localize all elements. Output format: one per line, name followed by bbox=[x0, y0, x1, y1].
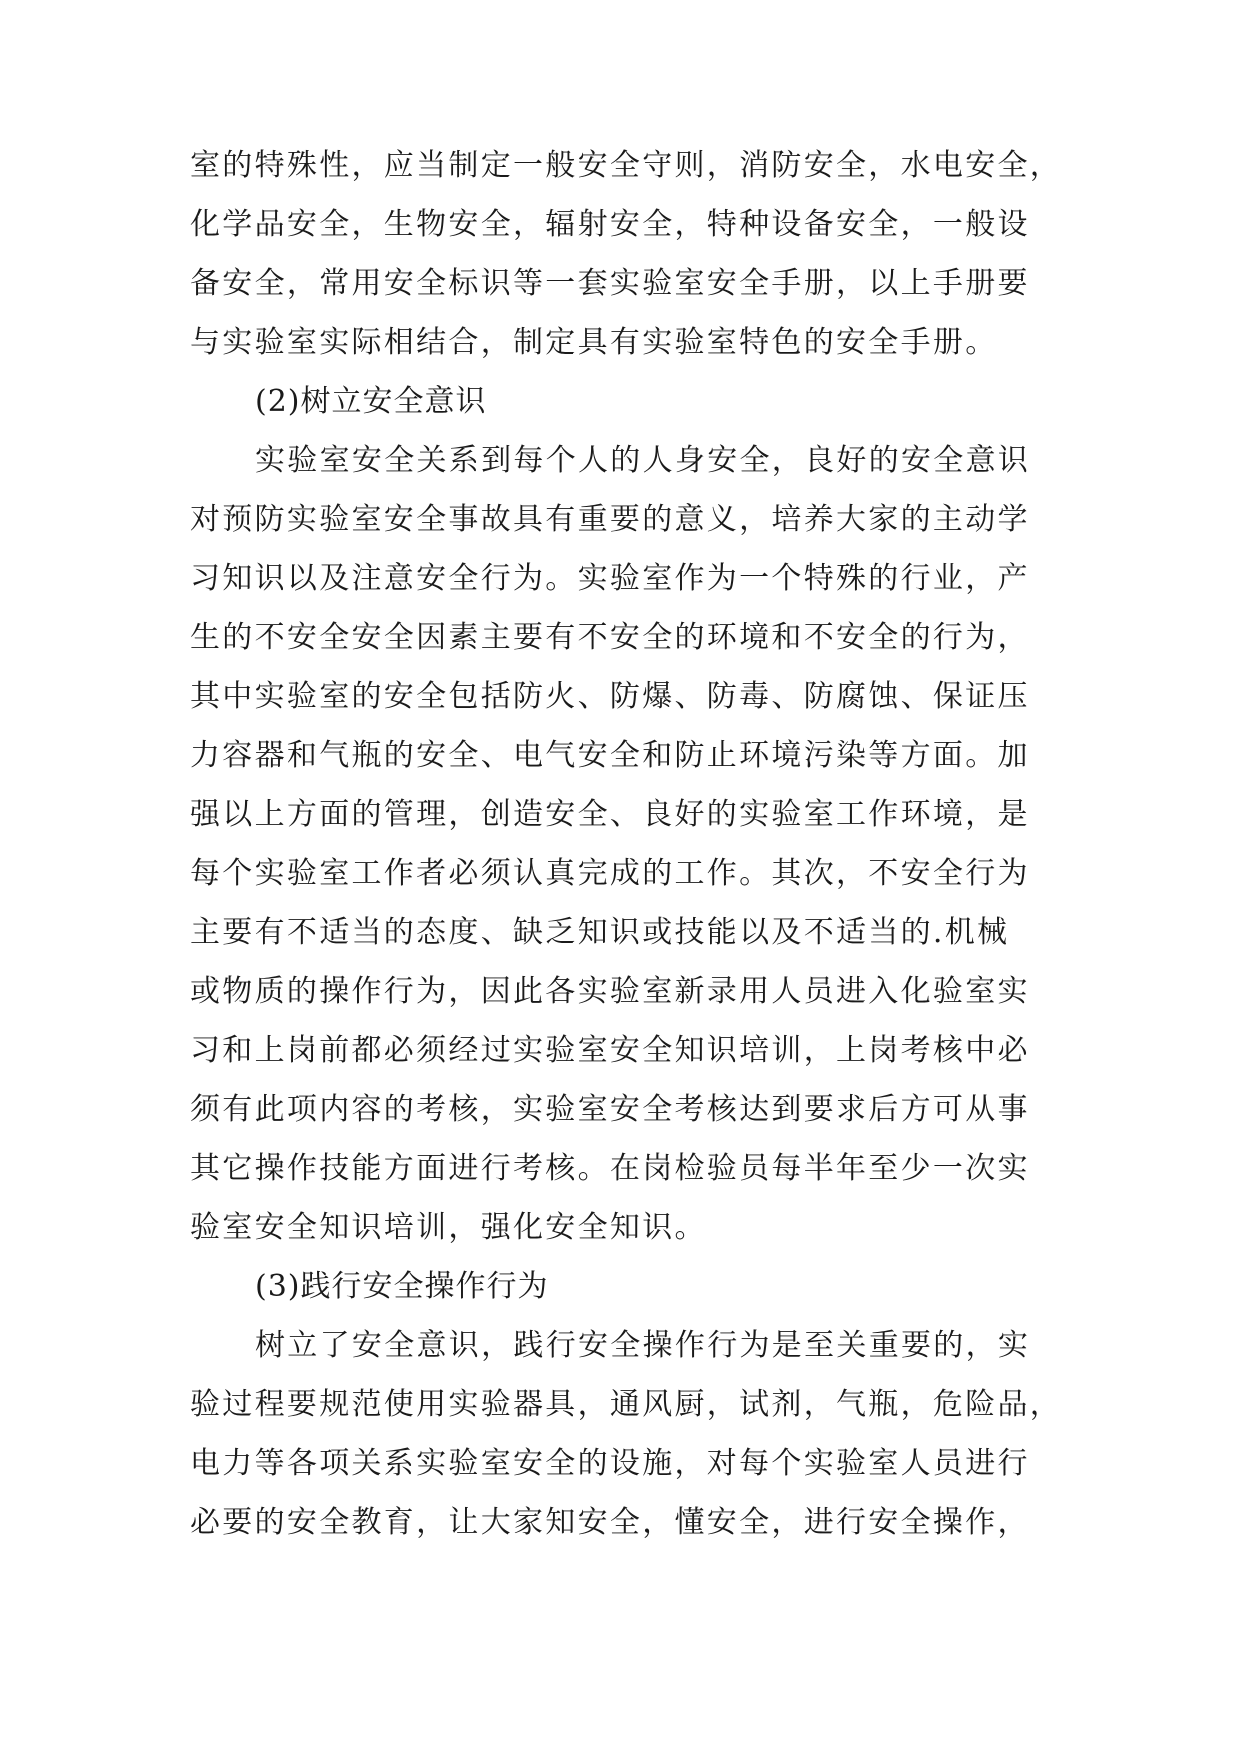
text-line: 其它操作技能方面进行考核。在岗检验员每半年至少一次实 bbox=[190, 1151, 1030, 1186]
text-line: 必要的安全教育，让大家知安全，懂安全，进行安全操作， bbox=[190, 1505, 1030, 1540]
paragraph-first-line: 树立了安全意识，践行安全操作行为是至关重要的，实 bbox=[255, 1328, 1031, 1363]
text-line: 备安全，常用安全标识等一套实验室安全手册，以上手册要 bbox=[190, 266, 1030, 301]
text-line: 其中实验室的安全包括防火、防爆、防毒、防腐蚀、保证压 bbox=[190, 679, 1030, 714]
text-line: 电力等各项关系实验室安全的设施，对每个实验室人员进行 bbox=[190, 1446, 1030, 1481]
text-line: 对预防实验室安全事故具有重要的意义，培养大家的主动学 bbox=[190, 502, 1030, 537]
text-line: 习和上岗前都必须经过实验室安全知识培训，上岗考核中必 bbox=[190, 1033, 1030, 1068]
text-line: 室的特殊性，应当制定一般安全守则，消防安全，水电安全， bbox=[190, 148, 1063, 183]
text-line: 验室安全知识培训，强化安全知识。 bbox=[190, 1210, 707, 1245]
text-line: 或物质的操作行为，因此各实验室新录用人员进入化验室实 bbox=[190, 974, 1030, 1009]
text-line: 力容器和气瓶的安全、电气安全和防止环境污染等方面。加 bbox=[190, 738, 1030, 773]
paragraph-first-line: 实验室安全关系到每个人的人身安全，良好的安全意识 bbox=[255, 443, 1031, 478]
text-line: 化学品安全，生物安全，辐射安全，特种设备安全，一般设 bbox=[190, 207, 1030, 242]
text-line: 每个实验室工作者必须认真完成的工作。其次，不安全行为 bbox=[190, 856, 1030, 891]
text-line: 强以上方面的管理，创造安全、良好的实验室工作环境，是 bbox=[190, 797, 1030, 832]
section-heading: (2)树立安全意识 bbox=[255, 384, 487, 419]
text-line: 生的不安全安全因素主要有不安全的环境和不安全的行为， bbox=[190, 620, 1030, 655]
text-line: 与实验室实际相结合，制定具有实验室特色的安全手册。 bbox=[190, 325, 998, 360]
text-line: 验过程要规范使用实验器具，通风厨，试剂，气瓶，危险品， bbox=[190, 1387, 1063, 1422]
text-line: 习知识以及注意安全行为。实验室作为一个特殊的行业，产 bbox=[190, 561, 1030, 596]
text-line: 须有此项内容的考核，实验室安全考核达到要求后方可从事 bbox=[190, 1092, 1030, 1127]
section-heading: (3)践行安全操作行为 bbox=[255, 1269, 549, 1304]
text-line: 主要有不适当的态度、缺乏知识或技能以及不适当的.机械 bbox=[190, 915, 1010, 950]
